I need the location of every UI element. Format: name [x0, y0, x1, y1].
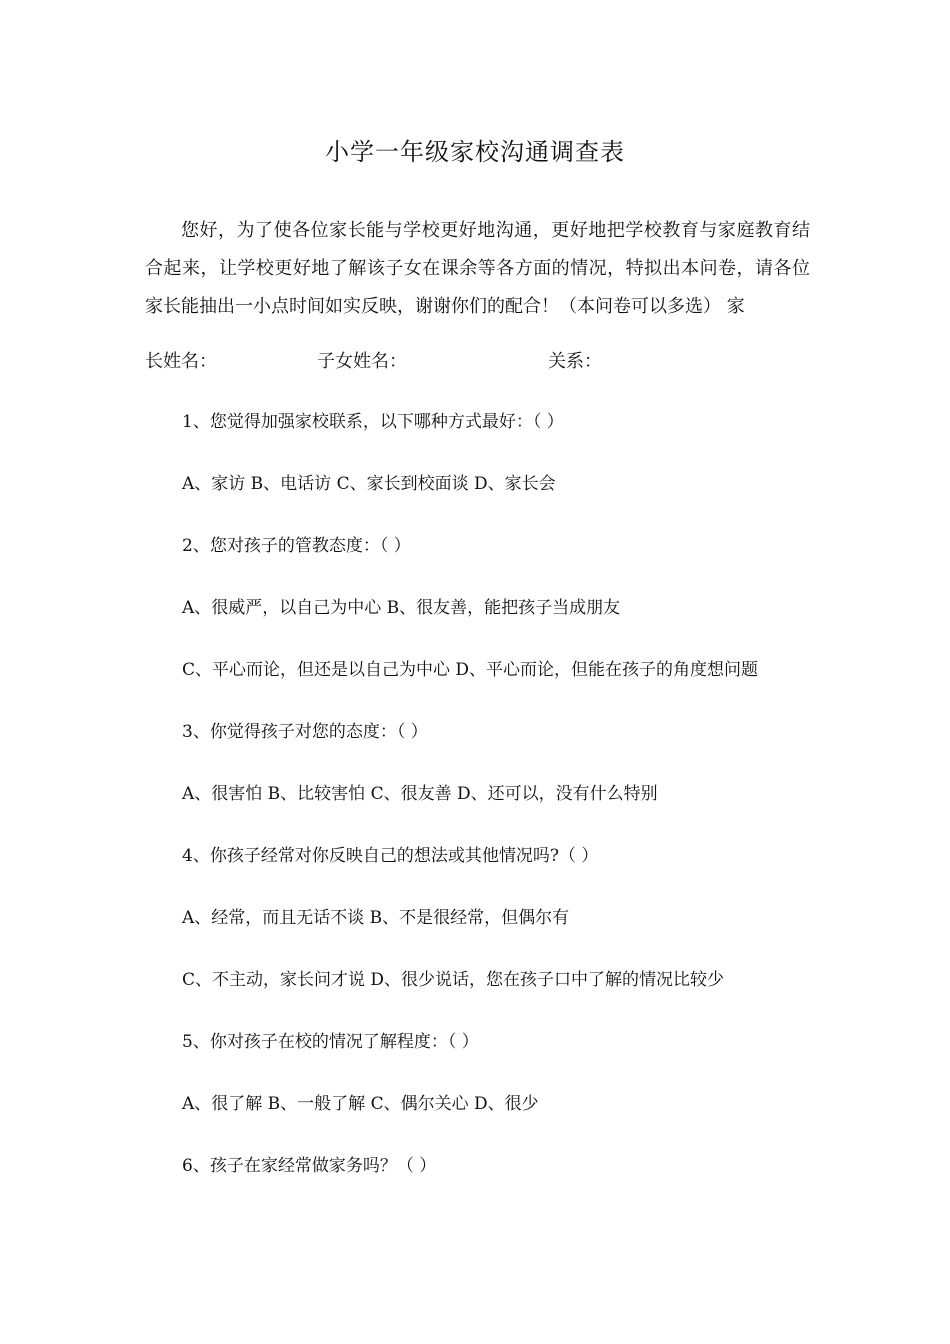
question-4: 4、你孩子经常对你反映自己的想法或其他情况吗?（ ） — [182, 846, 599, 866]
question-1: 1、您觉得加强家校联系，以下哪种方式最好：（ ） — [182, 412, 564, 432]
document-title: 小学一年级家校沟通调查表 — [325, 138, 625, 166]
question-4-options-c-d: C、不主动，家长问才说 D、很少说话，您在孩子口中了解的情况比较少 — [182, 970, 725, 990]
question-6: 6、孩子在家经常做家务吗？（ ） — [182, 1156, 437, 1176]
question-5: 5、你对孩子在校的情况了解程度：（ ） — [182, 1032, 479, 1052]
parent-name-label: 长姓名： — [145, 351, 217, 372]
question-4-options-a-b: A、经常，而且无话不谈 B、不是很经常，但偶尔有 — [182, 908, 570, 928]
question-5-options: A、很了解 B、一般了解 C、偶尔关心 D、很少 — [182, 1094, 539, 1114]
question-2-options-a-b: A、很威严，以自己为中心 B、很友善，能把孩子当成朋友 — [182, 598, 621, 618]
question-1-options: A、家访 B、电话访 C、家长到校面谈 D、家长会 — [182, 474, 556, 494]
question-3-options: A、很害怕 B、比较害怕 C、很友善 D、还可以，没有什么特别 — [182, 784, 658, 804]
intro-paragraph: 您好，为了使各位家长能与学校更好地沟通，更好地把学校教育与家庭教育结合起来，让学校更好地了解该子女在课余等各方面的情况，特拟出本问卷，请各位家长能抽出一小点时间如实反映，谢谢你们的配合！（本问卷可以多选） 家 — [145, 220, 810, 317]
question-2-options-c-d: C、平心而论，但还是以自己为中心 D、平心而论，但能在孩子的角度想问题 — [182, 660, 759, 680]
relation-label: 关系： — [548, 351, 602, 372]
question-2: 2、您对孩子的管教态度：（ ） — [182, 536, 411, 556]
child-name-label: 子女姓名： — [317, 351, 407, 372]
question-3: 3、你觉得孩子对您的态度：（ ） — [182, 722, 428, 742]
